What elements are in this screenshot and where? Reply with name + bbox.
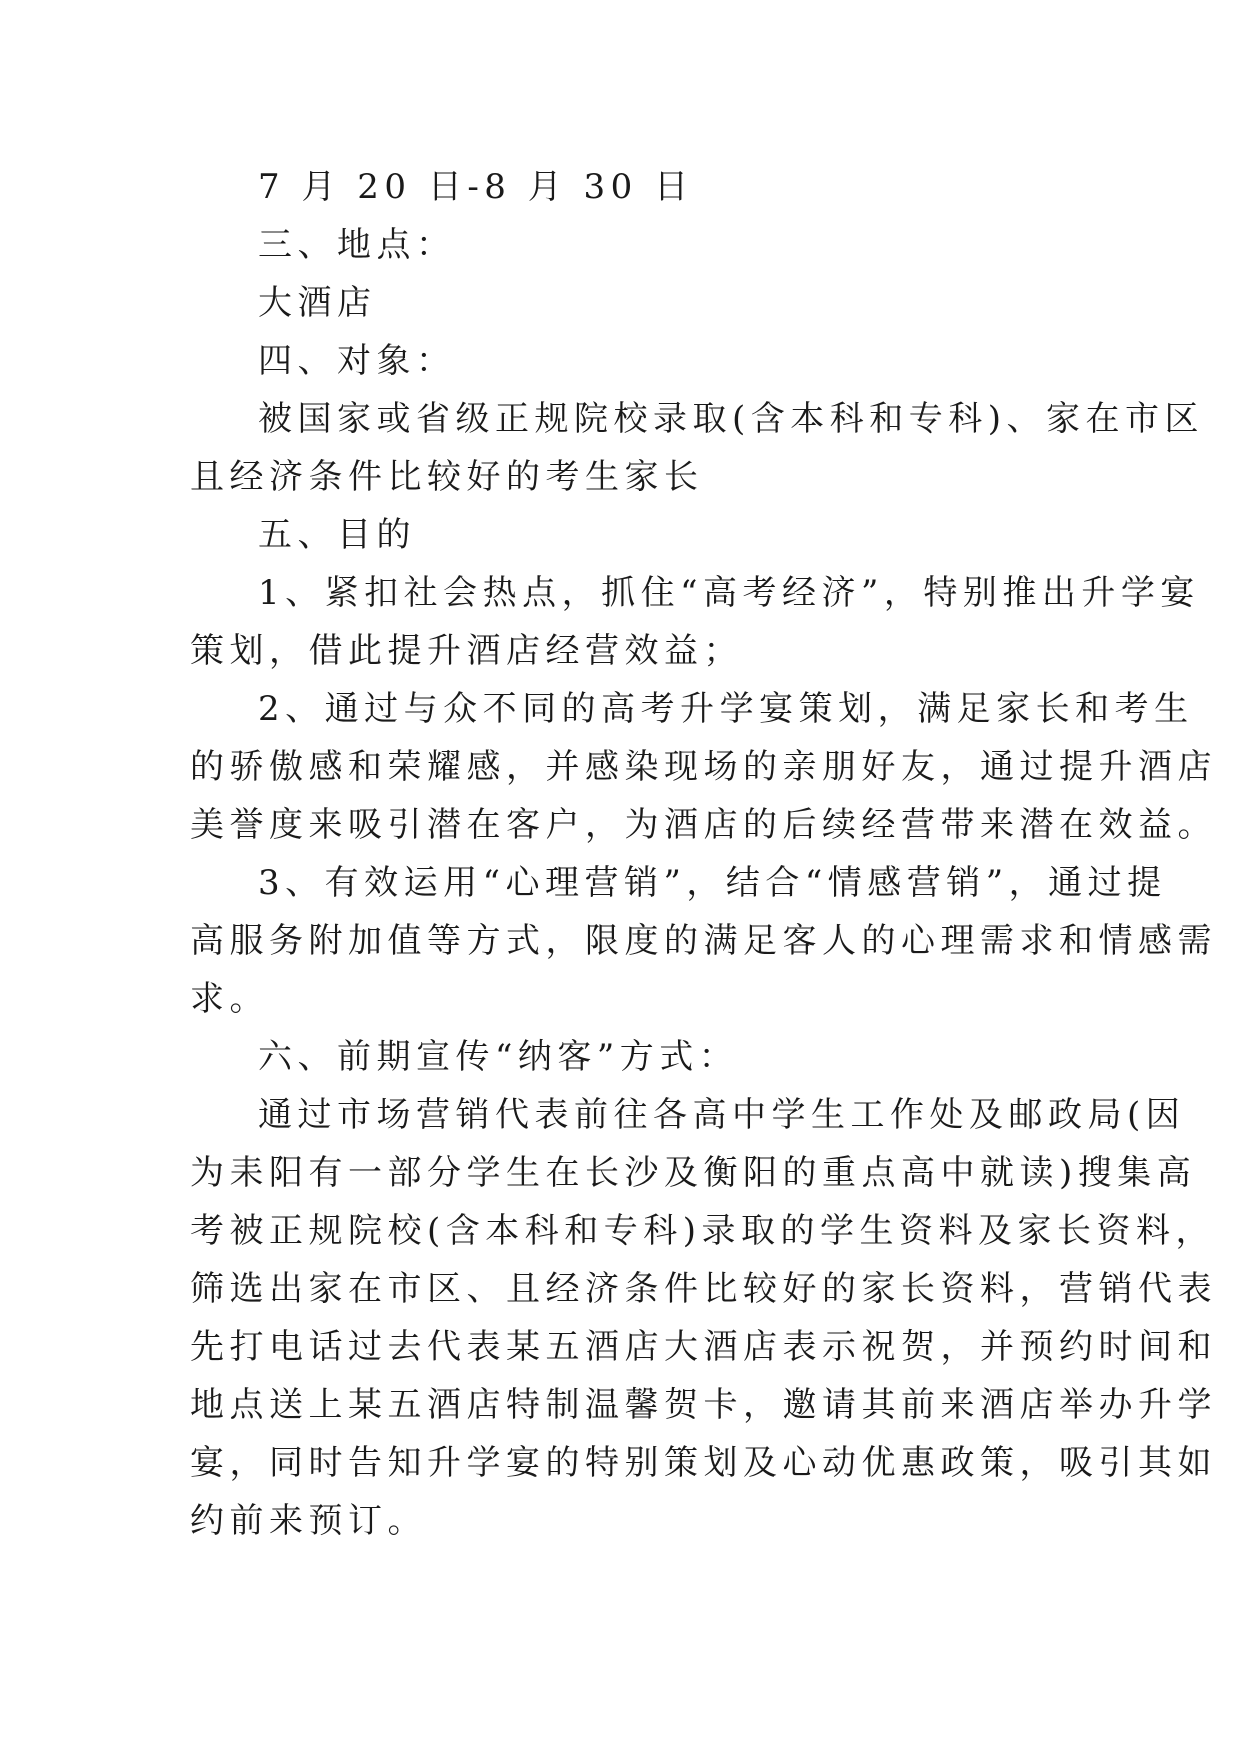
promotion-text-line: 地点送上某五酒店特制温馨贺卡，邀请其前来酒店举办升学 [190,1385,1217,1425]
purpose-item-2-line: 美誉度来吸引潜在客户，为酒店的后续经营带来潜在效益。 [190,805,1217,845]
target-text-line: 且经济条件比较好的考生家长 [190,457,704,497]
section-heading-target: 四、对象： [258,341,456,381]
promotion-text-line: 先打电话过去代表某五酒店大酒店表示祝贺，并预约时间和 [190,1327,1217,1367]
date-range-line: 7 月 20 日-8 月 30 日 [258,167,694,207]
promotion-text-line: 约前来预订。 [190,1501,427,1541]
promotion-text-line: 为耒阳有一部分学生在长沙及衡阳的重点高中就读)搜集高 [190,1153,1197,1193]
section-heading-location: 三、地点： [258,225,456,265]
section-heading-promotion: 六、前期宣传“纳客”方式： [258,1037,739,1077]
promotion-text-line: 筛选出家在市区、且经济条件比较好的家长资料，营销代表 [190,1269,1217,1309]
purpose-item-2-line: 的骄傲感和荣耀感，并感染现场的亲朋好友，通过提升酒店 [190,747,1217,787]
promotion-text-line: 通过市场营销代表前往各高中学生工作处及邮政局(因 [258,1095,1186,1135]
section-heading-purpose: 五、目的 [258,515,416,555]
document-body [190,158,1217,1550]
purpose-item-3-line: 3、有效运用“心理营销”，结合“情感营销”，通过提 [258,863,1167,903]
target-text-line: 被国家或省级正规院校录取(含本科和专科)、家在市区 [258,399,1205,439]
promotion-text-line: 考被正规院校(含本科和专科)录取的学生资料及家长资料， [190,1211,1216,1251]
location-text: 大酒店 [258,283,377,323]
purpose-item-3-line: 求。 [190,979,269,1019]
purpose-item-1-line: 1、紧扣社会热点，抓住“高考经济”，特别推出升学宴 [258,573,1200,613]
purpose-item-2-line: 2、通过与众不同的高考升学宴策划，满足家长和考生 [258,689,1194,729]
promotion-text-line: 宴，同时告知升学宴的特别策划及心动优惠政策，吸引其如 [190,1443,1217,1483]
purpose-item-3-line: 高服务附加值等方式，限度的满足客人的心理需求和情感需 [190,921,1217,961]
purpose-item-1-line: 策划，借此提升酒店经营效益； [190,631,743,671]
